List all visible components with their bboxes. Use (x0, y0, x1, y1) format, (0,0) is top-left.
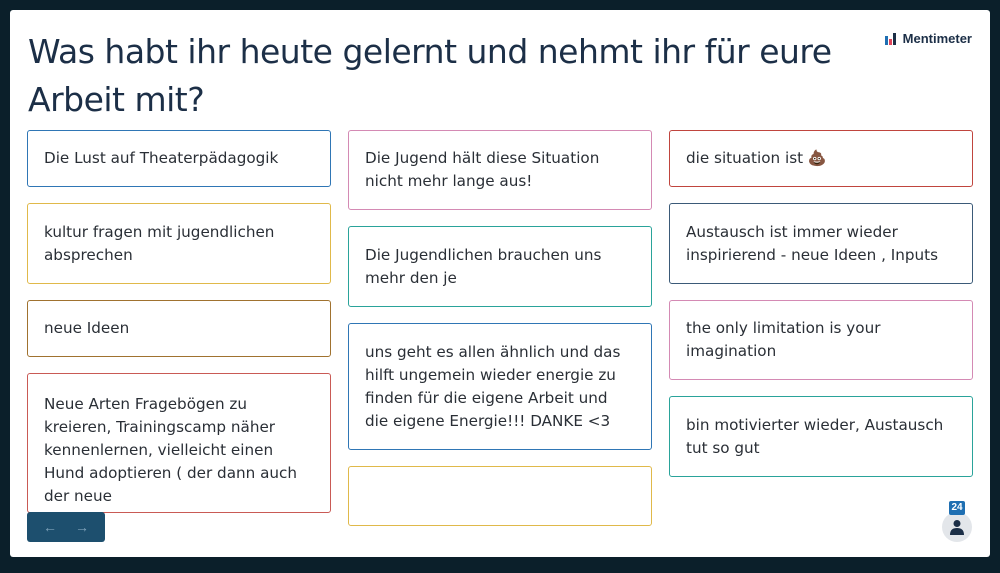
response-text: bin motivierter wieder, Austausch tut so gut (686, 415, 944, 457)
response-text: kultur fragen mit jugendlichen absprechen (44, 222, 275, 264)
responses-column-2 (348, 130, 652, 481)
response-card (348, 130, 652, 210)
response-text: Neue Arten Fragebögen zu kreieren, Trainingscamp näher kennenlernen, vielleicht einen Hund adoptieren ( der dann auch der neue (44, 395, 297, 505)
arrow-right-icon[interactable]: → (75, 519, 89, 535)
participants-button[interactable] (942, 512, 972, 542)
response-text: Die Jugend hält diese Situation nicht mehr lange aus! (365, 149, 600, 190)
responses-column-3 (669, 130, 973, 481)
slide-title: Was habt ihr heute gelernt und nehmt ihr für eure Arbeit mit? (28, 32, 832, 119)
response-text: Austausch ist immer wieder inspirierend - neue Ideen , Inputs (686, 222, 939, 264)
mentimeter-logo (885, 31, 972, 46)
arrow-left-icon[interactable]: ← (43, 519, 57, 535)
brand-name: Mentimeter (902, 31, 972, 46)
response-text: the only limitation is your imagination (686, 319, 881, 360)
response-card (27, 373, 331, 513)
response-text: uns geht es allen ähnlich und das hilft ungemein wieder energie zu finden für die eigene Arbeit und die eigene Energie!!! DANKE <3 (365, 342, 621, 430)
responses-column-1 (27, 130, 331, 505)
response-card (27, 300, 331, 357)
slide-navigation (27, 512, 105, 542)
response-card (27, 130, 331, 187)
response-text: Die Jugendlichen brauchen uns mehr den je (365, 245, 602, 287)
user-icon (950, 519, 964, 535)
response-card (348, 226, 652, 307)
response-text: Die Lust auf Theaterpädagogik (44, 149, 279, 167)
response-text: neue Ideen (44, 319, 130, 337)
response-card (27, 203, 331, 284)
response-card (348, 323, 652, 450)
slide (10, 10, 990, 557)
response-card (669, 130, 973, 187)
response-text: die situation ist 💩 (686, 149, 827, 167)
bar-chart-icon (885, 33, 899, 45)
response-card (348, 466, 652, 526)
response-card (669, 300, 973, 380)
response-card (669, 203, 973, 284)
response-card (669, 396, 973, 477)
participant-count-badge: 24 (949, 501, 965, 515)
